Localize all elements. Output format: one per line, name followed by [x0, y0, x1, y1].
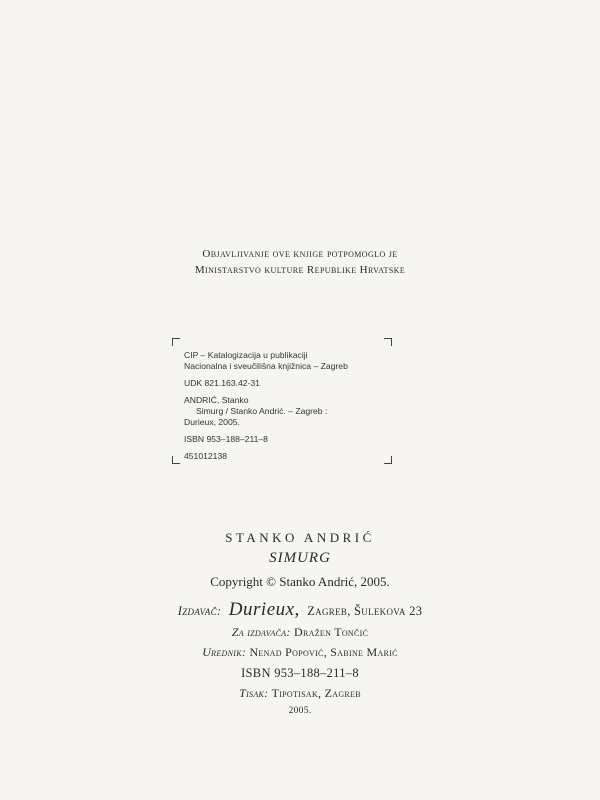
- cip-isbn: ISBN 953–188–211–8: [184, 434, 268, 444]
- for-publisher-line: [0, 625, 600, 640]
- cip-corner-bottom-right: [384, 456, 392, 464]
- editor-label: Urednik:: [202, 645, 247, 659]
- cip-line-1: CIP – Katalogizacija u publikaciji: [184, 350, 308, 360]
- cip-number: 451012138: [184, 451, 228, 461]
- print-label: Tisak:: [239, 686, 269, 700]
- cip-corner-top-left: [172, 338, 180, 346]
- isbn-line: ISBN 953–188–211–8: [241, 666, 359, 680]
- cip-publisher-entry: Durieux, 2005.: [184, 417, 240, 427]
- support-note-line-1: Objavljivanje ove knjige potpomoglo je: [202, 248, 398, 260]
- cip-record: [172, 338, 392, 464]
- book-title: SIMURG: [269, 550, 331, 566]
- for-publisher-label: Za izdavača:: [231, 625, 291, 639]
- publisher-address: Zagreb, Šulekova 23: [307, 604, 423, 618]
- publisher-line: [0, 599, 600, 621]
- copyright-line: Copyright © Stanko Andrić, 2005.: [210, 574, 390, 589]
- cip-udk: UDK 821.163.42-31: [184, 378, 260, 388]
- book-author: STANKO ANDRIĆ: [225, 530, 375, 545]
- editor-names: Nenad Popović, Sabine Marić: [249, 645, 398, 659]
- cip-corner-bottom-left: [172, 456, 180, 464]
- cip-author-entry: ANDRIĆ, Stanko: [184, 395, 249, 405]
- cip-corner-top-right: [384, 338, 392, 346]
- cip-title-entry: Simurg / Stanko Andrić. – Zagreb :: [196, 406, 328, 416]
- support-note-line-2: Ministarstvo kulture Republike Hrvatske: [194, 264, 406, 276]
- publisher-label: Izdavač:: [177, 604, 222, 618]
- cip-text: [184, 350, 384, 462]
- print-line: [0, 686, 600, 701]
- cip-line-2: Nacionalna i sveučilišna knjižnica – Zagreb: [184, 361, 348, 371]
- support-note: [0, 246, 600, 278]
- publisher-logo-text: Durieux,: [228, 599, 300, 620]
- for-publisher-name: Dražen Tončić: [294, 625, 369, 639]
- publication-year: 2005.: [288, 706, 312, 716]
- editor-line: [0, 645, 600, 660]
- print-name: Tipotisak, Zagreb: [271, 686, 361, 700]
